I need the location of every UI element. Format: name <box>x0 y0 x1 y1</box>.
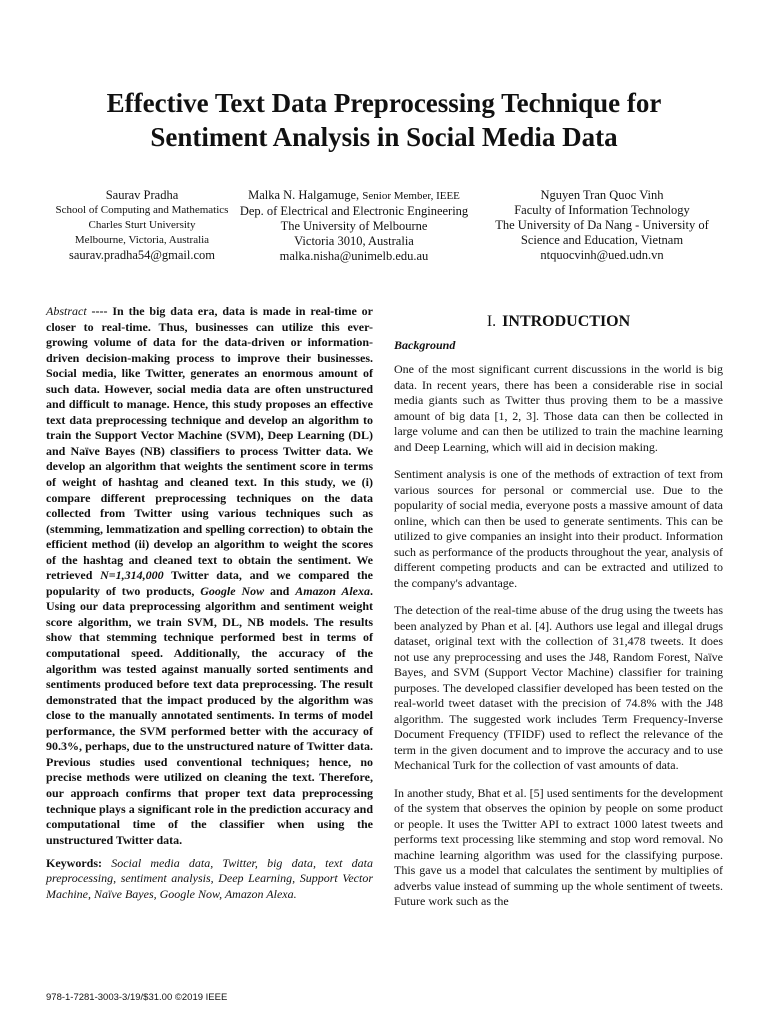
subsection-heading: Background <box>394 338 456 352</box>
section-heading <box>394 312 723 332</box>
paragraph-4: In another study, Bhat et al. [5] used sentiments for the development of the system that observes the opinion by people on some product or people. It uses the Twitter API to extract 1000 latest tweets and performs text processing like stemming and stop word removal. No machine learning algorithm was used for the classifying purpose. This gave us a model that calculates the sentiment by multiplies of adverbs value instead of summing up the whole sentiment of tweets. Future work such as the <box>394 785 723 908</box>
paragraph-3: The detection of the real-time abuse of the drug using the tweets has been analyzed by Phan et al. [4]. Authors use legal and illegal drugs dataset, original text with the collection of 31,478 tweets. It does not use any preprocessing and uses the J48, Random Forest, Naïve Bayes, and SVM (Support Vector Machine) classifier for training purposes. The developed classifier developed has been tested on the real-world tweet dataset with the precision of 74.8% with the J48 algorithm. The suggested work includes Term Frequency-Inverse Document Frequency (TFIDF) used to reflect the relevance of the term in the given document and to improve the accuracy and to use Mechanical Turk for the collection of vast amounts of data. <box>394 603 723 772</box>
author-3-institution: The University of Da Nang - University of <box>495 218 709 232</box>
author-2-affiliation: Dep. of Electrical and Electronic Engineering <box>239 204 469 218</box>
left-column <box>46 304 373 902</box>
copyright-footer: 978-1-7281-3003-3/19/$31.00 ©2019 IEEE <box>46 992 228 1003</box>
author-2-name-row <box>236 188 472 204</box>
author-3-email: ntquocvinh@ued.udn.vn <box>540 248 664 262</box>
title-line-2: Sentiment Analysis in Social Media Data <box>150 122 618 152</box>
abstract-label: Abstract <box>46 304 87 318</box>
author-1 <box>44 188 240 263</box>
author-2-location: Victoria 3010, Australia <box>294 234 414 248</box>
abstract-text-2: Twitter data, and we compared the popularity of two products, <box>46 568 374 598</box>
paragraph-1: One of the most significant current discussions in the world is big data. In recent years, there has been a considerable rise in social media giants such as Twitter thus proving them to be a massive amount of big data [1, 2, 3]. Those data can then be collected in large volume and can then be utilized to train the machine learning and Deep Learning, which will aid in decision making. <box>394 362 723 454</box>
abstract <box>46 304 373 848</box>
paper-title <box>40 86 728 154</box>
author-2 <box>236 188 472 264</box>
author-1-name: Saurav Pradha <box>105 188 179 202</box>
abstract-product-2: Amazon Alexa <box>295 583 371 598</box>
paragraph-2: Sentiment analysis is one of the methods of extraction of text from various sources for personal or commercial use. Due to the popularity of social media, everyone posts a massive amount of data online, which can then be used to generate sentiments. This can be utilized to give companies an insight into their product. Information such as performance of the products throughout the year, analysis of different competing products and can be extracted and utilized to the company's advantage. <box>394 467 723 590</box>
keywords-text: Social media data, Twitter, big data, text data preprocessing, sentiment analysis, Deep Learning, Support Vector Machine, Naïve Bayes, Google Now, Amazon Alexa. <box>46 856 373 901</box>
section-title: INTRODUCTION <box>502 313 631 330</box>
abstract-product-1: Google Now <box>200 583 265 598</box>
author-1-location: Melbourne, Victoria, Australia <box>74 234 210 246</box>
title-line-1: Effective Text Data Preprocessing Technique for <box>106 88 662 118</box>
author-2-name: Malka N. Halgamuge, <box>248 188 360 202</box>
author-block <box>0 188 768 268</box>
abstract-n-value: N=1,314,000 <box>100 568 164 583</box>
author-2-email: malka.nisha@unimelb.edu.au <box>279 249 429 263</box>
author-1-affiliation: School of Computing and Mathematics <box>55 204 229 216</box>
author-1-email: saurav.pradha54@gmail.com <box>68 248 216 262</box>
author-3-affiliation: Faculty of Information Technology <box>514 203 690 217</box>
abstract-separator: ---- <box>86 304 113 318</box>
keywords-label: Keywords: <box>46 856 102 871</box>
section-number: I. <box>486 313 497 330</box>
keywords <box>46 856 373 902</box>
author-3-location: Science and Education, Vietnam <box>520 233 684 247</box>
right-column <box>394 304 723 910</box>
abstract-text-1: In the big data era, data is made in real-time or closer to real-time. Thus, businesses can utilize this ever-growing volume of data for the data-driven or information-driven decision-making process to improve their businesses. Social media, like Twitter, generates an enormous amount of such data. However, social media data are often unstructured and difficult to manage. Hence, this study proposes an effective text data preprocessing technique and develop an algorithm to train the Support Vector Machine (SVM), Deep Learning (DL) and Naïve Bayes (NB) classifiers to process Twitter data. We develop an algorithm that weights the sentiment score in terms of weight of hashtag and cleaned text. In this study, we (i) compare different preprocessing techniques on the data collected from Twitter using various techniques such as (stemming, lemmatization and spelling correction) to obtain the efficient method (ii) develop an algorithm to weight the scores of the hashtag and cleaned text to obtain the sentiment. We retrieved <box>46 304 374 583</box>
author-3 <box>478 188 726 263</box>
abstract-and: and <box>264 583 296 598</box>
author-2-title: Senior Member, IEEE <box>362 190 460 202</box>
author-1-institution: Charles Sturt University <box>88 219 196 231</box>
abstract-text-3: . Using our data preprocessing algorithm and sentiment weight score algorithm, we train SVM, DL, NB models. The results show that stemming technique performed best in terms of computational speed. Additionally, the accuracy of the algorithm was tested against manually sorted sentiments and sentiments produced before text data preprocessing. The result demonstrated that the impact produced by the algorithm was close to the manually annotated sentiments. In terms of model performance, the SVM performed better with the accuracy of 90.3%, perhaps, due to the unstructured nature of Twitter data. Previous studies used conventional techniques; hence, no precise methods were utilized on cleaning the text. Therefore, our approach confirms that proper text data preprocessing technique plays a significant role in the prediction accuracy and computational time of the classifier when using the unstructured Twitter data. <box>46 583 374 847</box>
author-3-name: Nguyen Tran Quoc Vinh <box>540 188 664 202</box>
author-2-institution: The University of Melbourne <box>280 219 428 233</box>
